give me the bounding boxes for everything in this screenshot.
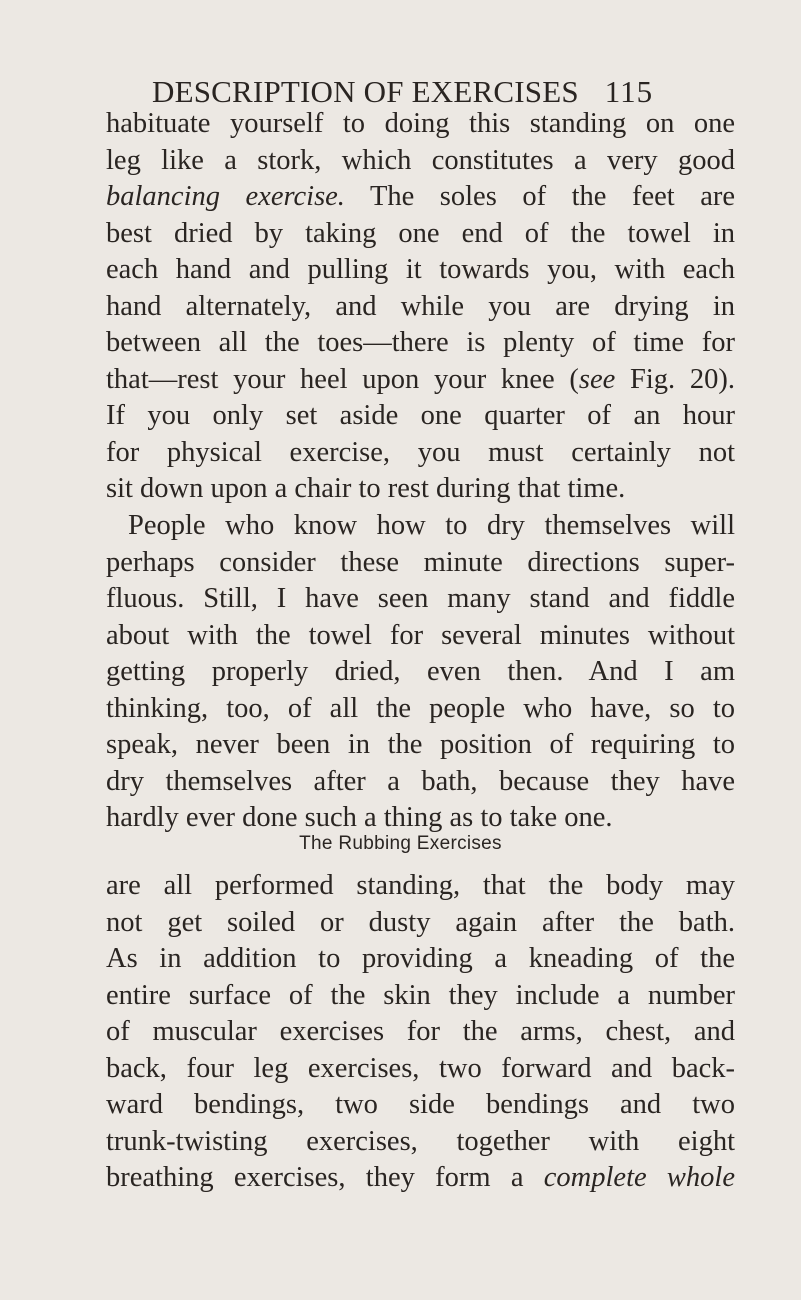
running-head: [152, 76, 653, 107]
text-line: getting properly dried, even then. And I am: [106, 656, 735, 687]
text-line: each hand and pulling it towards you, with each: [106, 254, 735, 285]
text-line: hardly ever done such a thing as to take one.: [106, 802, 613, 833]
text-line: hand alternately, and while you are drying in: [106, 290, 735, 322]
text-line: between all the toes—there is plenty of time for: [106, 327, 735, 358]
italic-see: see: [578, 363, 616, 395]
text-line: habituate yourself to doing this standing on one: [106, 108, 735, 139]
text-line: of muscular exercises for the arms, chest, and: [106, 1016, 735, 1047]
text-line: for physical exercise, you must certainly not: [106, 436, 735, 468]
text-line: speak, never been in the position of requiring to: [106, 729, 735, 760]
text-line: back, four leg exercises, two forward and back-: [106, 1052, 735, 1084]
running-title: DESCRIPTION OF EXERCISES: [152, 74, 579, 109]
paragraph-2: [106, 508, 735, 837]
text-line: fluous. Still, I have seen many stand and fiddle: [106, 583, 735, 614]
text-line: balancing exercise. The soles of the feet are: [106, 181, 735, 212]
text-line: If you only set aside one quarter of an hour: [106, 400, 735, 431]
text-line: leg like a stork, which constitutes a very good: [106, 144, 735, 176]
text-line: People who know how to dry themselves will: [128, 510, 735, 541]
text-line: perhaps consider these minute directions super-: [106, 546, 735, 578]
italic-term: balancing exercise.: [106, 181, 345, 212]
paragraph-3: [106, 868, 735, 1197]
text-line: breathing exercises, they form a complete whole: [106, 1162, 735, 1193]
text-line: not get soiled or dusty again after the bath.: [106, 906, 735, 938]
text-line: thinking, too, of all the people who have, so to: [106, 692, 735, 724]
text-line: sit down upon a chair to rest during that time.: [106, 473, 626, 504]
text-line: about with the towel for several minutes without: [106, 619, 735, 651]
text-line: As in addition to providing a kneading of the: [106, 943, 735, 974]
paragraph-1: [106, 106, 735, 508]
text-line: trunk-twisting exercises, together with eight: [106, 1125, 735, 1157]
italic-phrase: complete whole: [543, 1162, 735, 1193]
text-line: best dried by taking one end of the towel in: [106, 217, 735, 249]
text-line: dry themselves after a bath, because they have: [106, 765, 735, 797]
section-heading: The Rubbing Exercises: [299, 833, 502, 854]
text-line: entire surface of the skin they include a number: [106, 979, 735, 1011]
page-number: 115: [604, 74, 654, 109]
text-line: that—rest your heel upon your knee (see Fig. 20).: [106, 363, 736, 395]
text-line: are all performed standing, that the body may: [106, 870, 735, 901]
text-line: ward bendings, two side bendings and two: [106, 1089, 735, 1120]
